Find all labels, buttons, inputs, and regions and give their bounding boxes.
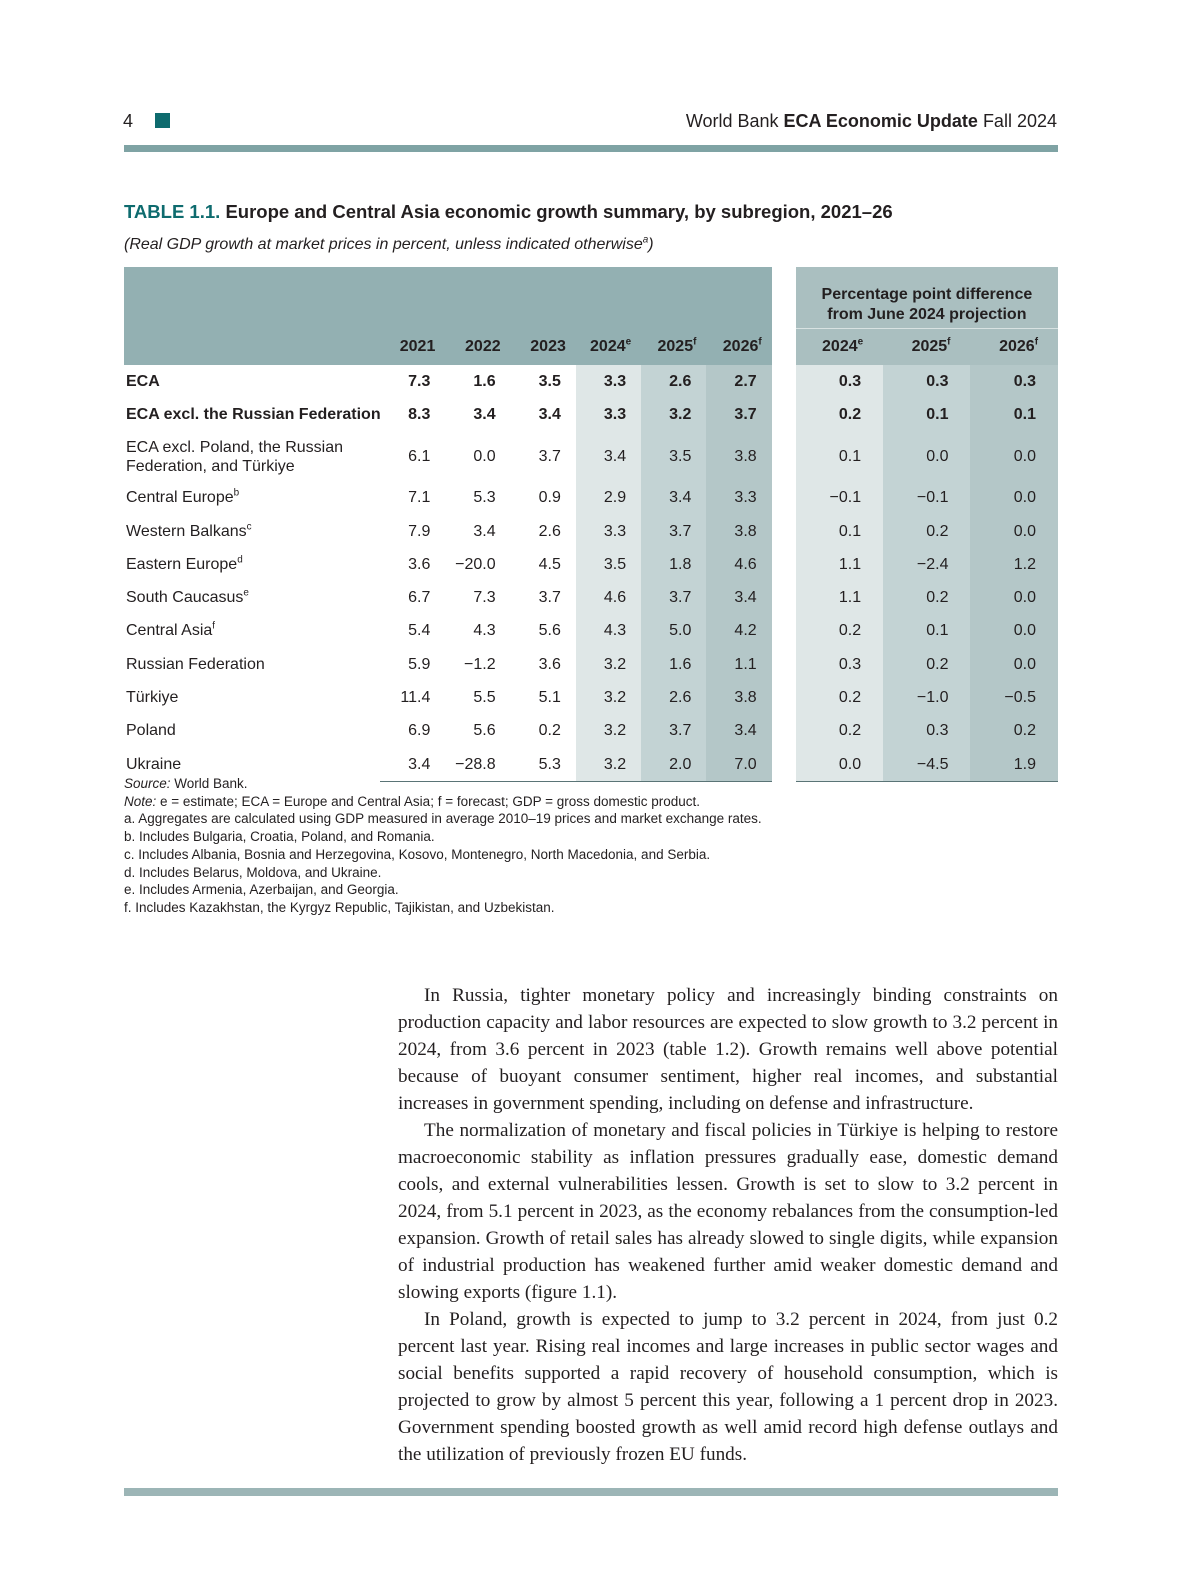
table-row — [124, 482, 1058, 515]
growth-value: 5.6 — [473, 722, 496, 740]
growth-value: 5.9 — [408, 655, 431, 673]
row-label: Russian Federation — [126, 655, 265, 673]
diff-value: 1.2 — [970, 548, 1058, 581]
running-head — [686, 111, 1057, 132]
table-row — [124, 681, 1058, 714]
year-header: 2022 — [445, 329, 510, 366]
growth-value: 3.5 — [641, 432, 706, 482]
year-header: 2026$^f$ — [706, 329, 771, 366]
paragraph-turkiye: The normalization of monetary and fiscal policies in Türkiye is helping to restore macroeconomic stability as inflation pressures gradually ease, domestic demand cools, and external vulnerabilities lessen. Growth is set to slow to 3.2 percent in 2024, from 5.1 percent in 2023, as the economy rebalances from the consumption-led expansion. Growth of retail sales has already slowed to single digits, while expansion of industrial production has weakened further amid weaker domestic demand and slowing exports (figure 1.1). — [398, 1120, 1058, 1303]
diff-value: 0.0 — [970, 615, 1058, 648]
table-label: TABLE 1.1. — [124, 201, 221, 222]
table-row — [124, 432, 1058, 482]
year-header: 2024e — [576, 329, 641, 366]
growth-value: 3.2 — [576, 681, 641, 714]
paragraph-poland: In Poland, growth is expected to jump to 3.2 percent in 2024, from just 0.2 percent last year. Rising real incomes and large increases in public sector wages and social benefits supported a rapid recovery of household consumption, which is projected to grow by almost 5 percent this year, following a 1 percent drop in 2023. Government spending boosted growth as well amid record high defense outlays and the utilization of previously frozen EU funds. — [398, 1309, 1058, 1465]
table-subtitle-sup: a — [642, 234, 649, 246]
growth-value: −20.0 — [455, 555, 496, 573]
table-body — [124, 365, 1058, 782]
growth-value: 3.5 — [576, 548, 641, 581]
table-row — [124, 715, 1058, 748]
footnote: f. Includes Kazakhstan, the Kyrgyz Republic, Tajikistan, and Uzbekistan. — [124, 899, 555, 915]
growth-value: 3.4 — [576, 432, 641, 482]
growth-value: 3.8 — [706, 515, 771, 548]
diff-value: 0.1 — [970, 398, 1058, 431]
row-label: Ukraine — [126, 755, 182, 773]
growth-value: 1.1 — [706, 648, 771, 681]
diff-value: 0.2 — [970, 715, 1058, 748]
page-number: 4 — [123, 111, 134, 131]
growth-value: 3.3 — [576, 365, 641, 398]
growth-value: 3.4 — [641, 482, 706, 515]
growth-summary-table — [124, 267, 1058, 782]
growth-value: 3.6 — [408, 555, 431, 573]
diff-value: 0.3 — [883, 715, 970, 748]
diff-header — [796, 267, 1058, 329]
publication-title: ECA Economic Update — [783, 111, 978, 131]
table-row — [124, 515, 1058, 548]
growth-value: 3.7 — [538, 589, 561, 607]
growth-value: 3.7 — [641, 715, 706, 748]
growth-value: 1.6 — [641, 648, 706, 681]
diff-value: 0.3 — [796, 648, 883, 681]
growth-value: 4.6 — [706, 548, 771, 581]
growth-value: 3.7 — [641, 515, 706, 548]
diff-value: 1.1 — [796, 581, 883, 614]
diff-value: 0.2 — [796, 615, 883, 648]
year-header: 2021 — [380, 329, 445, 366]
diff-value: 0.0 — [883, 432, 970, 482]
growth-value: 0.9 — [538, 489, 561, 507]
growth-value: 2.0 — [641, 748, 706, 782]
growth-value: 5.1 — [538, 689, 561, 707]
growth-value: 2.6 — [641, 681, 706, 714]
footnote: a. Aggregates are calculated using GDP measured in average 2010–19 prices and market exchange rates. — [124, 811, 762, 827]
table-row — [124, 398, 1058, 431]
diff-value: 0.2 — [883, 648, 970, 681]
growth-value: 3.8 — [706, 681, 771, 714]
growth-value: 3.4 — [706, 715, 771, 748]
diff-value: −4.5 — [883, 748, 970, 782]
diff-value: 0.1 — [883, 398, 970, 431]
row-label: ECA — [126, 372, 160, 390]
diff-value: 0.0 — [796, 748, 883, 782]
table-subtitle-text: (Real GDP growth at market prices in percent, unless indicated otherwise — [124, 236, 643, 253]
diff-value: 0.0 — [970, 515, 1058, 548]
diff-value: −1.0 — [883, 681, 970, 714]
growth-value: 6.1 — [408, 447, 431, 465]
row-label: Türkiye — [126, 689, 179, 707]
table-subtitle — [124, 236, 654, 254]
row-label: Eastern Europe$^d$ — [126, 554, 243, 573]
growth-value: 3.7 — [641, 581, 706, 614]
growth-value: 2.7 — [706, 365, 771, 398]
row-label: ECA excl. Poland, the Russian Federation, and Türkiye — [126, 438, 344, 475]
growth-value: 2.9 — [576, 482, 641, 515]
growth-value: 3.4 — [473, 405, 496, 423]
row-label: Central Europe$^b$ — [126, 487, 240, 507]
publication-prefix: World Bank — [685, 111, 779, 131]
growth-value: 1.8 — [641, 548, 706, 581]
growth-value: 3.8 — [706, 432, 771, 482]
table-title — [124, 201, 893, 223]
growth-value: 3.7 — [538, 447, 561, 465]
diff-value: 0.0 — [970, 581, 1058, 614]
growth-value: 3.4 — [538, 405, 561, 423]
diff-value: 0.3 — [796, 365, 883, 398]
year-header: 2025$^f$ — [641, 329, 706, 366]
growth-value: 4.3 — [576, 615, 641, 648]
footnote: c. Includes Albania, Bosnia and Herzegovina, Kosovo, Montenegro, North Macedonia, and Serbia. — [124, 846, 711, 862]
growth-value: 6.7 — [408, 589, 431, 607]
growth-value: 4.3 — [473, 622, 496, 640]
diff-year-header: 2026$^f$ — [970, 329, 1058, 366]
diff-value: 0.2 — [796, 681, 883, 714]
diff-value: 0.3 — [883, 365, 970, 398]
diff-value: 0.0 — [970, 432, 1058, 482]
growth-value: 3.2 — [576, 648, 641, 681]
diff-value: 0.2 — [796, 398, 883, 431]
growth-value: 5.3 — [511, 748, 576, 782]
growth-value: 1.6 — [473, 372, 496, 390]
paragraph-russia: In Russia, tighter monetary policy and increasingly binding constraints on production capacity and labor resources are expected to slow growth to 3.2 percent in 2024, from 3.6 percent in 2023 (table 1.2). Growth remains well above potential because of buoyant consumer sentiment, higher real incomes, and substantial increases in government spending, including on defense and infrastructure. — [398, 985, 1058, 1114]
table-title-text: Europe and Central Asia economic growth summary, by subregion, 2021–26 — [225, 201, 893, 222]
table-row — [124, 581, 1058, 614]
growth-value: 3.3 — [706, 482, 771, 515]
header-rule — [124, 145, 1058, 152]
row-label: Western Balkans$^c$ — [126, 521, 252, 540]
footnote: b. Includes Bulgaria, Croatia, Poland, and Romania. — [124, 829, 435, 845]
growth-value: 7.9 — [408, 522, 431, 540]
growth-value: 3.3 — [576, 515, 641, 548]
growth-value: 3.3 — [576, 398, 641, 431]
diff-value: 0.1 — [796, 432, 883, 482]
row-label: Poland — [126, 722, 176, 740]
growth-value: 7.3 — [408, 372, 431, 390]
growth-value: 7.0 — [706, 748, 771, 782]
table-header-blank — [124, 267, 772, 329]
diff-year-header: 2025$^f$ — [883, 329, 970, 366]
diff-year-header: 2024e — [796, 329, 883, 366]
growth-value: 2.6 — [641, 365, 706, 398]
source-line: Source: World Bank. — [124, 776, 248, 791]
table-notes — [124, 775, 762, 917]
footnote: d. Includes Belarus, Moldova, and Ukraine. — [124, 864, 382, 880]
diff-value: −0.5 — [970, 681, 1058, 714]
growth-value: 0.0 — [473, 447, 496, 465]
year-header: 2023 — [511, 329, 576, 366]
diff-value: −2.4 — [883, 548, 970, 581]
growth-value: 7.3 — [473, 589, 496, 607]
body-text — [398, 982, 1058, 1468]
growth-value: 2.6 — [538, 522, 561, 540]
diff-header-line2: from June 2024 projection — [827, 306, 1027, 323]
table-row — [124, 548, 1058, 581]
growth-value: 5.6 — [538, 622, 561, 640]
footer-rule — [124, 1488, 1058, 1496]
growth-value: 3.2 — [576, 748, 641, 782]
growth-value: 3.2 — [641, 398, 706, 431]
diff-value: 0.2 — [883, 581, 970, 614]
growth-value: 11.4 — [400, 689, 431, 707]
diff-value: 0.2 — [883, 515, 970, 548]
growth-value: 4.5 — [538, 555, 561, 573]
growth-value: 3.7 — [706, 398, 771, 431]
growth-value: 3.5 — [538, 372, 561, 390]
growth-value: 5.3 — [473, 489, 496, 507]
growth-value: −28.8 — [445, 748, 510, 782]
growth-value: 7.1 — [408, 489, 431, 507]
note-line: Note: e = estimate; ECA = Europe and Central Asia; f = forecast; GDP = gross domestic product. — [124, 793, 701, 809]
growth-value: 3.6 — [538, 655, 561, 673]
row-label: Central Asia$^f$ — [126, 621, 216, 640]
diff-value: 0.2 — [796, 715, 883, 748]
growth-value: 5.4 — [408, 622, 431, 640]
row-label: South Caucasus$^e$ — [126, 587, 249, 607]
diff-value: 0.0 — [970, 648, 1058, 681]
diff-value: 0.1 — [796, 515, 883, 548]
table-row — [124, 615, 1058, 648]
growth-value: 3.4 — [706, 581, 771, 614]
growth-value: 3.4 — [473, 522, 496, 540]
publication-edition: Fall 2024 — [982, 111, 1057, 131]
table-row — [124, 365, 1058, 398]
diff-value: 1.1 — [796, 548, 883, 581]
diff-value: 0.3 — [970, 365, 1058, 398]
header-square-marker — [155, 113, 170, 128]
growth-value: 3.4 — [380, 748, 445, 782]
growth-value: 4.6 — [576, 581, 641, 614]
growth-value: 5.5 — [473, 689, 496, 707]
diff-value: 0.0 — [970, 482, 1058, 515]
footnote: e. Includes Armenia, Azerbaijan, and Georgia. — [124, 882, 399, 898]
growth-value: 0.2 — [538, 722, 561, 740]
growth-value: −1.2 — [464, 655, 496, 673]
table-subtitle-close: ) — [648, 236, 654, 253]
diff-header-line1: Percentage point difference — [821, 286, 1033, 303]
growth-value: 6.9 — [408, 722, 431, 740]
growth-value: 3.2 — [576, 715, 641, 748]
diff-value: 0.1 — [883, 615, 970, 648]
growth-value: 4.2 — [706, 615, 771, 648]
table-row — [124, 648, 1058, 681]
diff-value: 1.9 — [970, 748, 1058, 782]
row-label: ECA excl. the Russian Federation — [126, 405, 381, 423]
diff-value: −0.1 — [796, 482, 883, 515]
growth-value: 5.0 — [641, 615, 706, 648]
growth-value: 8.3 — [408, 405, 431, 423]
diff-value: −0.1 — [883, 482, 970, 515]
